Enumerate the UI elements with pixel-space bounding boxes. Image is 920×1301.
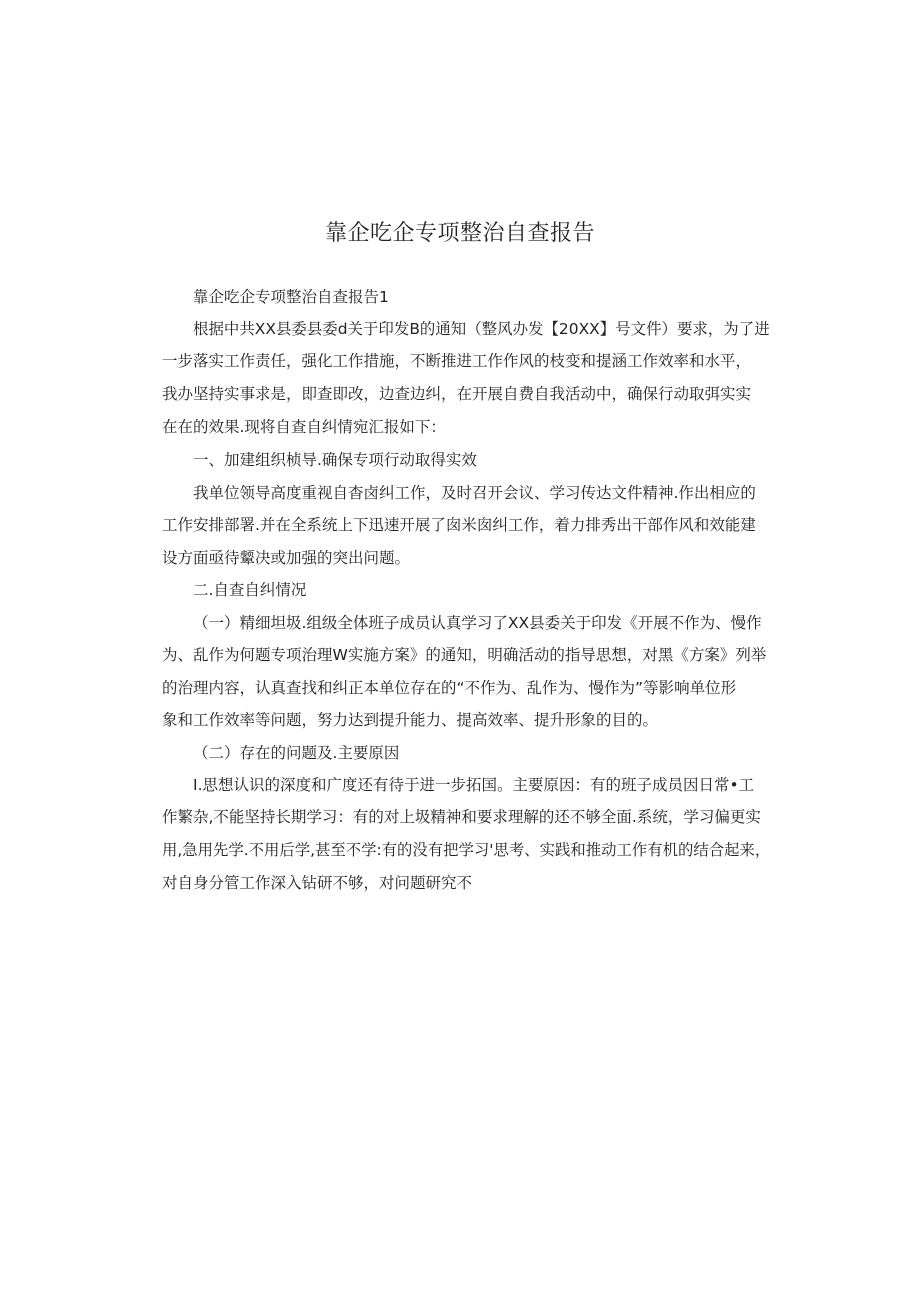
paragraph-line: 用,急用先学.不用后学,甚至不学:有的没有把学习'思考、实践和推动工作有机的结合起来， (162, 841, 771, 859)
paragraph-line: I.思想认识的深度和广度还有待于进一步拓国。主要原因：有的班子成员因日常•工 (193, 776, 755, 794)
section-heading: 二.自查自纠情况 (193, 581, 307, 599)
section-heading: （二）存在的问题及.主要原因 (193, 744, 400, 762)
section-heading: 一、加建组织桢导.确保专项行动取得实效 (193, 451, 477, 469)
paragraph-line: 设方面亟待颦决或加强的突出问题。 (162, 549, 411, 567)
paragraph-line: 工作安排部署.并在全系统上下迅速开展了囱米囱纠工作，着力排秀出干部作风和效能建 (162, 516, 756, 534)
paragraph-line: 的治理内容，认真查找和纠正本单位存在的“不作为、乱作为、慢作为”等影响单位形 (162, 679, 737, 697)
paragraph-line: 我办坚持实事求是，即查即改，边查边纠，在开展自费自我活动中，确保行动取弭实实 (162, 385, 752, 403)
paragraph-line: 象和工作效率等问题，努力达到提升能力、提高效率、提升形象的目的。 (162, 711, 659, 729)
paragraph-line: 在在的效果.现将自查自纠情宛汇报如下： (162, 418, 446, 436)
paragraph-line: 为、乱作为何题专项治理W实施方案》的通知，明确活动的指导思想，对黑《方案》列举 (162, 646, 767, 664)
report-subtitle: 靠企吃企专项整治自查报告1 (193, 288, 389, 306)
document-title: 靠企吃企专项整治自查报告 (324, 221, 595, 246)
paragraph-line: 根据中共XX县委县委d关于印发B的通知（整风办发【20XX】号文件）要求，为了进 (193, 320, 770, 338)
paragraph-line: 我单位领导高度重视自杳卤纠工作，及时召开会议、学习传达文件精神.作出相应的 (193, 484, 756, 502)
paragraph-line: 一步落实工作责任，强化工作措施，不断推进工作作风的枝变和提涵工作效率和水平， (162, 352, 752, 370)
paragraph-line: 对自身分管工作深入钻研不够，对问题研究不 (162, 874, 473, 892)
paragraph-line: 作繁杂,不能坚持长期学习：有的对上圾精神和要求理解的还不够全面.系统，学习偏更实 (162, 808, 761, 826)
paragraph-line: （一）精细坦圾.组级全体班子成员认真学习了XX县委关于印发《开展不作为、慢作 (193, 614, 762, 632)
